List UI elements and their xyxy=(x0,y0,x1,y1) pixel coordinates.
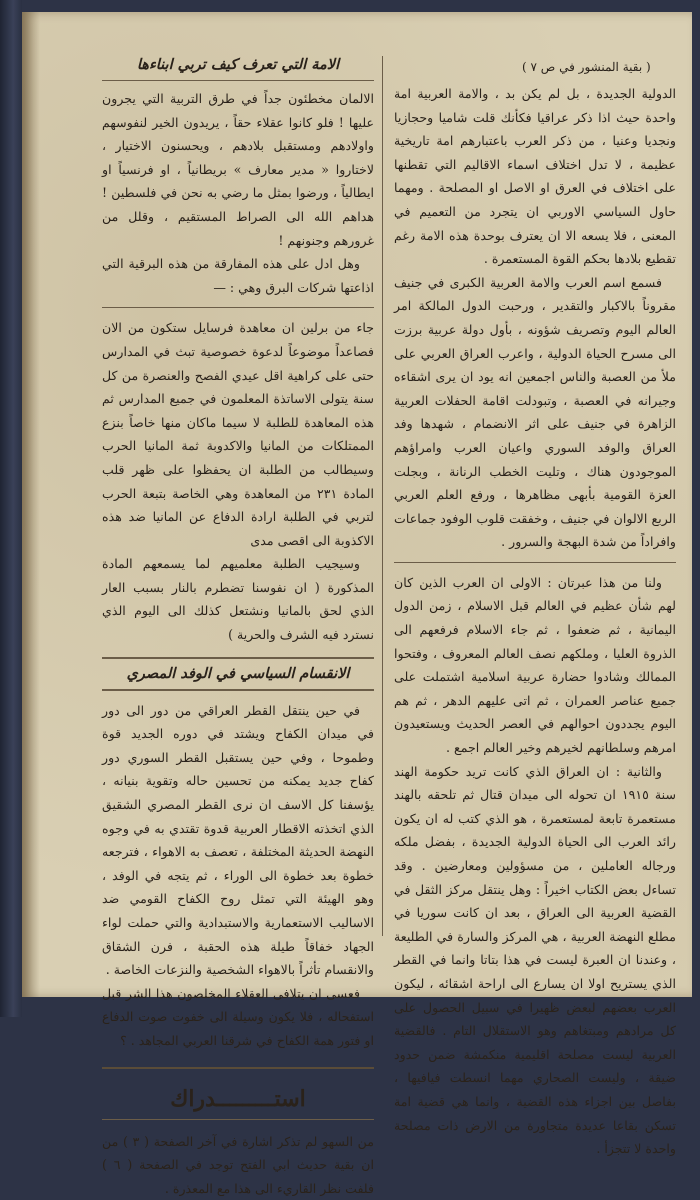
correction-notice xyxy=(102,1067,374,1200)
right-paragraph-4: والثانية : ان العراق الذي كانت تريد حكومة الهند سنة ١٩١٥ ان تحوله الى ميدان قتال ثم تلحقه بالهند مستعمرة تابعة لمستعمرة ، هو الذي كتب له ان يكون رائد العرب الى الحياة الدولية الجديدة ، بفضل ملكه ورجاله العاملين ، من مسؤولين ومعارضين . وقد تساءل بعض الكتاب اخيراً : وهل ينتقل مركز الثقل في القضية العربية الى العراق ، بعد ان كانت سوريا في مطلع النهضة العربية ، هي المركز والسارة في الطليعة ، وعندنا ان العبرة ليست في هذا بتاتا وانما في القطر الذي يستريح اولا ان يسارع الى اراحة اشقائه ، ليكون العرب بعضهم لبعض ظهيرا في سبيل الحصول على كل مرادهم ومبتغاهم وهو الاستقلال التام . فالقضية العربية ليست مصلحة اقليمية منكمشة ضمن حدود ضيقة ، وليست الصحاري مهما انسطت فيافيها ، بفاصل بين اجزاء هذه القضية ، وانما هي قضية امة تسكن بقاعا عديدة متجاورة من الارض ذات مصلحة واحدة لا تتجزأ . xyxy=(394,763,676,1157)
education-paragraph-2: وهل ادل على هذه المفارقة من هذه البرقية التي اذاعتها شركات البرق وهي : — xyxy=(102,256,374,295)
gutter-shadow xyxy=(22,12,40,997)
book-binding xyxy=(0,0,22,1017)
education-paragraph-1: الالمان مخطئون جداً في طرق التربية التي يجرون عليها ! فلو كانوا عقلاء حقاً ، يريدون الخير لنفوسهم واولادهم ومستقبل بلادهم ، ويحسنون الاختيار ، لاختاروا « مدير معارف » بريطانياً ، او فرنسياً او ايطالياً ، ورضوا بمثل ما رضي به نحن في فلسطين ! هداهم الله الى الصراط المستقيم ، وقلل من غرورهم وجنونهم ! xyxy=(102,91,374,248)
newspaper-page xyxy=(22,12,692,1196)
right-paragraph-2: فسمع اسم العرب والامة العربية الكبرى في جنيف مقروناً بالاكبار والتقدير ، ورحبت الدول المالكة امر العالم اليوم وتصريف شؤونه ، بأول دولة عربية برزت الى مسرح الحياة الدولية ، واعرب العراق العربي على ملأ من العصبة والناس اجمعين انه يود ان يرى اشقاءه وجيرانه في العصبة ، وتبودلت اقامة الحفلات العربية الزاهرة في جنيف على اثر الانضمام ، شهدها وفد العراق والوفد السوري واعيان العرب وامراؤهم الموجودون هناك ، وتليت الخطب الرنانة ، وبجلت العزة القومية بأبهى مظاهرها ، ورفع العلم العربي الربع الالوان في جنيف ، وخفقت قلوب الوفود جماعات وافراداً من شدة البهجة والسرور . xyxy=(394,274,676,550)
right-column-rule xyxy=(394,562,676,563)
wafd-paragraph-1: في حين ينتقل القطر العراقي من دور الى دور في ميدان الكفاح ويشتد في دوره الجديد قوة وطموحا ، وفي حين يستقبل القطر السوري دور كفاح جديد يمكنه من تحسين حاله وتقوية بنيانه ، يؤسفنا كل الاسف ان نرى القطر المصري الشقيق الذي اتخذته الاقطار العربية قدوة تقتدي به في وجوه النهضة الحديثة المختلفة ، تعصف به الاهواء ، فترجعه خطوة بعد خطوة الى الوراء ، ثم يتجه في الوفد ، وهو الهيئة التي تمثل روح الكفاح القومي ضد الاساليب الاستعمارية والاستبدادية والتي حملت لواء الجهاد خفاقاً طيلة هذه الحقبة ، فرن الشقاق والانقسام تأثراً بالاهواء الشخصية والنزعات الخاصة . xyxy=(102,702,374,978)
education-paragraph-3: جاء من برلين ان معاهدة فرسايل ستكون من الان فصاعداً موضوعاً لدعوة خصوصية تبث في المدارس حتى على كراهية اقل عيدي الفصح والعنصرة من كل سنة يتولى الاساتذة المعلمون في جميع المدارس ثم هذه المعاهدة للطلبة لا سيما ماكان منها خاصاً بنزع الممتلكات من المانيا والاكدوبة ثمة المانيا الحرب وسيطالب من الطلبة ان يحفظوا على ظهر قلب المادة ٢٣١ من المعاهدة وهي الخاصة بتبعة الحرب لتربي في الطلبة ارادة الدفاع عن المانيا ضد هذه الاكذوبة الى اقصى مدى xyxy=(102,320,374,548)
right-paragraph-1: الدولية الجديدة ، بل لم يكن بد ، والامة العربية امة واحدة حيث اذا ذكر عراقيا فكأنك قلت شاميا وحجازيا ونجديا وعنيا ، من ذكر العرب باعتبارهم امة تاريخية عظيمة ، لا تدل اختلاف اسماء الاقاليم التي تقطنها على اختلاف في العرق او الاصل او المصلحة . ومهما حاول السياسي الاوربي ان يتجرد من التعميم في المعنى ، فلا يسعه الا ان يعترف بوحدة هذه الامة رغم تقطيع بلادها بحكم القوة المستعمرة . xyxy=(394,86,676,267)
column-divider xyxy=(382,56,383,936)
article-headline-wafd: الانقسام السياسي في الوفد المصري xyxy=(102,657,374,691)
education-rule xyxy=(102,307,374,308)
article-headline-education: الامة التي تعرف كيف تربي ابناءها xyxy=(102,52,374,81)
right-paragraph-3: ولنا من هذا عبرتان : الاولى ان العرب الذين كان لهم شأن عظيم في العالم قبل الاسلام ، زمن الدول اليمانية ، ثم ضعفوا ، ثم جاء الاسلام فرفعهم الى الذروة العليا ، وملكهم نصف العالم المعروف ، وفتحوا الممالك وشادوا حضارة عربية اسلامية اشتملت على جميع عناصر العمران ، ثم اتى عليهم الدهر ، ثم هم اليوم يجددون احوالهم في العصر الحديث ويستعيدون امرهم وسلطانهم لخيرهم وخير العالم اجمع . xyxy=(394,574,676,756)
left-column xyxy=(102,52,374,1200)
right-column xyxy=(394,82,676,1161)
continued-reference: ( بقية المنشور في ص ٧ ) xyxy=(522,60,651,74)
correction-text: من السهو لم تذكر اشارة في آخر الصفحة ( ٣ ) من ان بقية حديث ابي الفتح توجد في الصفحة ( ٦ ) فلفت نظر القاريء الى هذا مع المعذرة . xyxy=(102,1133,374,1196)
wafd-paragraph-2: فعسى ان يتلافى العقلاء المخلصون هذا الشر قبل استفحاله ، فلا يكون وسيلة الى خفوت صوت الدفاع او فتور همة الكفاح في شرقنا العربي المجاهد . ؟ xyxy=(102,985,374,1048)
correction-title: استـــــــــدراك xyxy=(102,1079,374,1120)
education-paragraph-4: وسيجيب الطلبة معلميهم لما يسمعهم المادة المذكورة ( ان نفوسنا تضطرم بالنار بسبب العار الذي لحق بالمانيا ونشتعل كذلك الى اليوم الذي نسترد فيه الشرف والحرية ) xyxy=(102,556,374,643)
